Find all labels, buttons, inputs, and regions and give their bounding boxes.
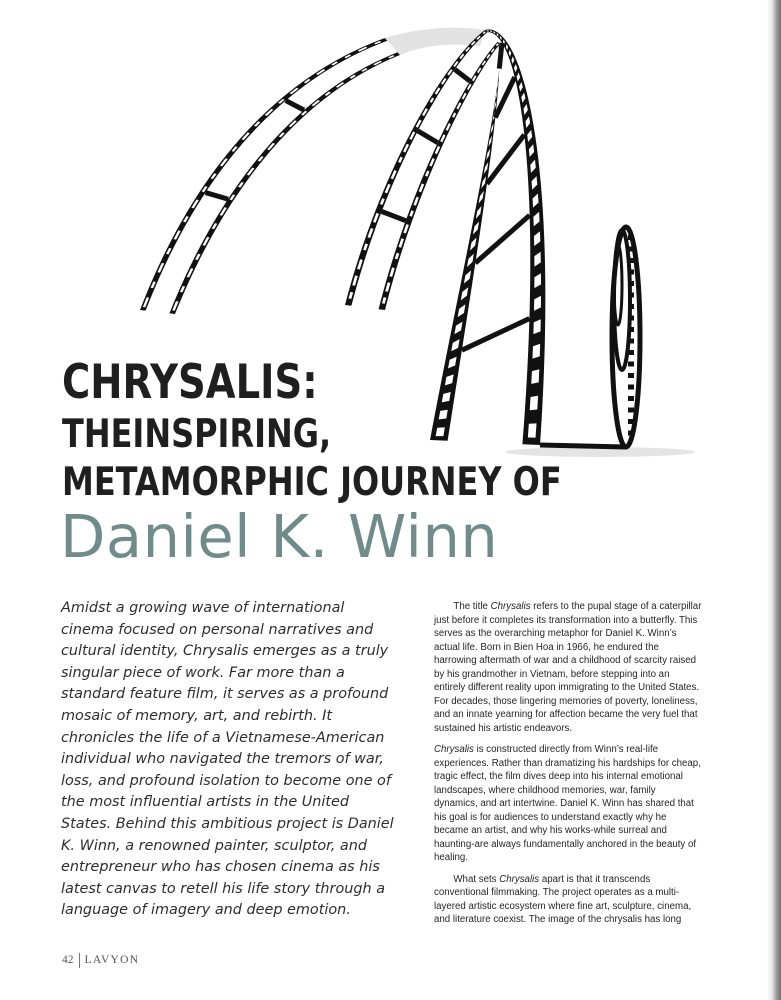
intro-text: Amidst a growing wave of international cinema focused on personal narratives and cultural identity, Chrysalis emerges as a truly singular piece of work. Far more than a standard feature film, it serves as a profound mosaic of memory, art, and rebirth. It chronicles the life of a Vietnamese-American individual who navigated the tremors of war, loss, and profound isolation to become one of the most influential artists in the United States. Behind this ambitious project is Daniel K. Winn, a renowned painter, sculptor, and entrepreneur who has chosen cinema as his latest canvas to retell his life story through a language of imagery and deep emotion. xyxy=(61,600,394,919)
reel-sprocket xyxy=(628,327,634,332)
reel-sprocket xyxy=(628,339,634,344)
strip-right-loop-sprocket-hole xyxy=(530,396,538,410)
body-p2-text: is constructed directly from Winn’s real-life experiences. Rather than dramatizing his hardships for cheap, tragic effect, the film dives deep into his internal emotional landscapes, where childhood memories, war, family dynamics, and art intertwine. Daniel K. Winn has shared that his goal is for audiences to understand exactly why he became an artist, and why his works-while surreal and haunting-are always fundamentally anchored in the beauty of healing. xyxy=(434,744,701,863)
strip-left-frame-divider xyxy=(286,101,304,111)
strip-right-loop-sprocket-hole xyxy=(528,423,537,437)
reel-sprocket xyxy=(628,258,634,263)
title-name: Daniel K. Winn xyxy=(60,502,499,571)
reel-sprocket xyxy=(628,362,634,367)
reel-sprocket xyxy=(628,431,634,436)
strip-middle-frame-divider xyxy=(455,69,470,81)
reel-sprocket xyxy=(628,350,634,355)
magazine-brand: LAVYON xyxy=(84,954,140,966)
strip-right-loop-sprocket-hole xyxy=(531,369,539,384)
body-p2-title-italic: Chrysalis xyxy=(434,744,474,755)
body-paragraph-1 xyxy=(434,600,702,735)
body-p3-text: apart is that it transcends conventional filmmaking. The project operates as a multi-layered artistic ecosystem where fine art, sculpture, cinema, and literature coexist. The image of the chrysalis has long xyxy=(434,873,692,925)
body-p3-title-italic: Chrysalis xyxy=(499,873,540,885)
body-paragraph-2 xyxy=(434,743,702,865)
reel-sprocket xyxy=(628,396,634,401)
reel-sprocket xyxy=(628,408,634,413)
title-line-1: CHRYSALIS: xyxy=(62,355,318,410)
reel-sprocket xyxy=(628,247,634,252)
reel-sprocket xyxy=(628,270,634,275)
reel-link xyxy=(540,445,626,447)
strip-left-edge-right xyxy=(169,52,400,314)
body-paragraph-3 xyxy=(434,873,702,927)
title-line-2: THEINSPIRING, xyxy=(62,412,332,457)
strip-right-loop-frame-divider xyxy=(499,43,502,69)
body-p1-text: refers to the pupal stage of a caterpillar just before it completes its transformation into a butterfly. This serves as the overarching metaphor for Daniel K. Winn’s actual life. Born in Bien Hoa in 1966, he endured the harrowing aftermath of war and a childhood of scarcity raised by his grandmother in Vietnam, before stepping into an entirely different reality upon immigrating to the United States. For decades, those lingering memories of poverty, loneliness, and an innate yearning for affection became the very fuel that sustained his artistic endeavors. xyxy=(434,601,702,734)
body-p1-lead: The title xyxy=(453,601,491,612)
reel-sprocket xyxy=(628,316,634,321)
reel-sprocket xyxy=(628,304,634,309)
title-line-3: METAMORPHIC JOURNEY OF xyxy=(62,460,562,505)
strip-right-loop-edge-right xyxy=(430,42,500,441)
strip-right-loop-frame-divider xyxy=(462,319,530,351)
reel-sprocket xyxy=(628,235,634,240)
reel-sprocket xyxy=(628,419,634,424)
strip-right-loop-frame-divider xyxy=(475,215,529,263)
body-p3-lead: What sets xyxy=(453,873,500,885)
reel-sprocket xyxy=(628,373,634,378)
reel-sprocket xyxy=(628,385,634,390)
strip-middle-edge-right xyxy=(379,42,500,310)
page-number: 42 xyxy=(62,954,74,966)
strip-middle-frame-divider xyxy=(382,211,406,220)
reel-sprocket xyxy=(628,281,634,286)
strip-left-frame-divider xyxy=(205,193,228,200)
reel-sprocket xyxy=(628,293,634,298)
strip-middle-frame-divider xyxy=(418,131,438,143)
page-edge-shadow xyxy=(767,0,781,1000)
strip-top-fade xyxy=(385,28,485,55)
footer-divider xyxy=(79,953,80,968)
intro-paragraph xyxy=(61,598,396,922)
strip-right-loop-frame-divider xyxy=(487,135,524,184)
body-column xyxy=(434,600,702,935)
page-footer xyxy=(62,952,139,968)
body-p1-title-italic: Chrysalis xyxy=(490,601,531,612)
strip-right-loop-sprocket-hole xyxy=(436,427,445,436)
